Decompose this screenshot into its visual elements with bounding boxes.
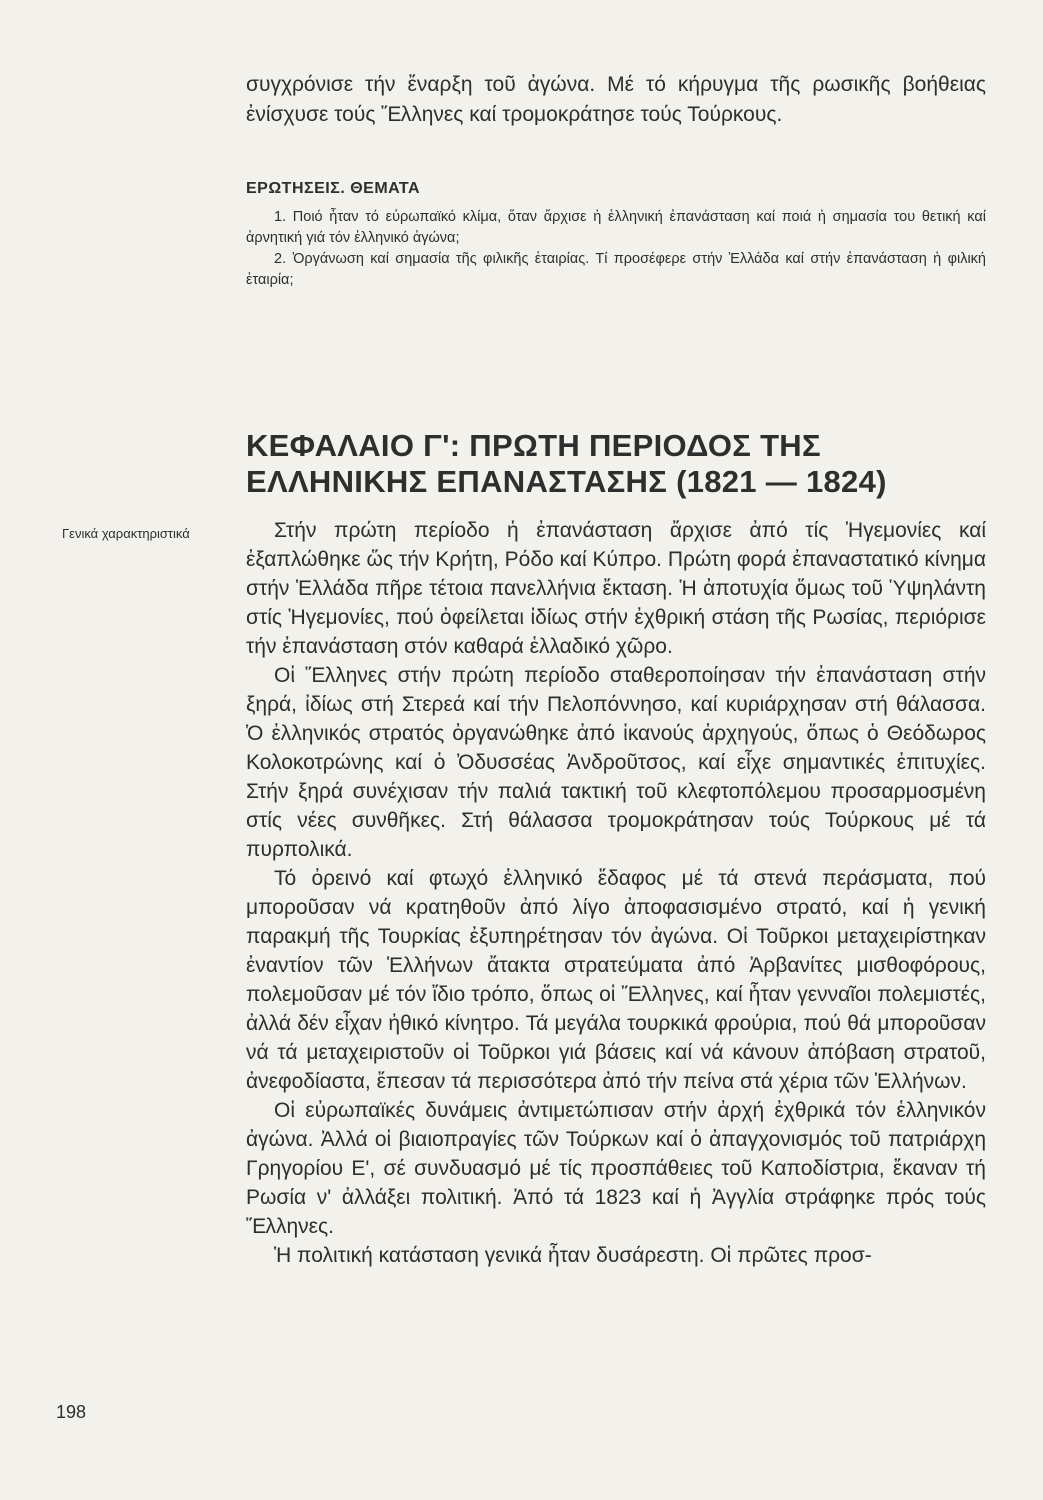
body-paragraph: Οἱ Ἕλληνες στήν πρώτη περίοδο σταθεροποίησαν τήν ἐπανάσταση στήν ξηρά, ἰδίως στή Στερεά καί τήν Πελοπόννησο, καί κυριάρχησαν στή θάλασσα. Ὁ ἑλληνικός στρατός ὀργανώθηκε ἀπό ἱκανούς ἀρχηγούς, ὅπως ὁ Θεόδωρος Κολοκοτρώνης καί ὁ Ὀδυσσέας Ἀνδροῦτσος, καί εἶχε σημαντικές ἐπιτυχίες. Στήν ξηρά συνέχισαν τήν παλιά τακτική τοῦ κλεφτοπόλεμου προσαρμοσμένη στίς νέες συνθῆκες. Στή θάλασσα τρομοκράτησαν τούς Τούρκους μέ τά πυρπολικά. [246,664,986,861]
body-paragraph: Ἡ πολιτική κατάσταση γενικά ἦταν δυσάρεστη. Οἱ πρῶτες προσ- [274,1244,872,1267]
body-paragraph: Τό ὀρεινό καί φτωχό ἑλληνικό ἔδαφος μέ τά στενά περάσματα, πού μποροῦσαν νά κρατηθοῦν ἀπό λίγο ἀποφασισμένο στρατό, καί ἡ γενική παρακμή τῆς Τουρκίας ἐξυπηρέτησαν τόν ἀγώνα. Οἱ Τοῦρκοι μεταχειρίστηκαν ἐναντίον τῶν Ἑλλήνων ἄτακτα στρατεύματα ἀπό Ἀρβανίτες μισθοφόρους, πολεμοῦσαν μέ τόν ἴδιο τρόπο, ὅπως οἱ Ἕλληνες, καί ἦταν γενναῖοι πολεμιστές, ἀλλά δέν εἶχαν ἠθικό κίνητρο. Τά μεγάλα τουρκικά φρούρια, πού θά μποροῦσαν νά τά μεταχειριστοῦν οἱ Τοῦρκοι γιά βάσεις καί νά κάνουν ἀπόβαση στρατοῦ, ἀνεφοδίαστα, ἔπεσαν τά περισσότερα ἀπό τήν πείνα στά χέρια τῶν Ἑλλήνων. [246,867,986,1093]
questions-list [246,207,986,291]
question-item: 2. Ὀργάνωση καί σημασία τῆς φιλικῆς ἑταιρίας. Τί προσέφερε στήν Ἑλλάδα καί στήν ἐπανάσταση ἡ φιλική ἑταιρία; [246,251,986,288]
questions-heading: ΕΡΩΤΗΣΕΙΣ. ΘΕΜΑΤΑ [246,180,421,197]
chapter-title: ΚΕΦΑΛΑΙΟ Γ': ΠΡΩΤΗ ΠΕΡΙΟΔΟΣ ΤΗΣ ΕΛΛΗΝΙΚΗΣ ΕΠΑΝΑΣΤΑΣΗΣ (1821 — 1824) [246,428,887,499]
body-text [246,516,986,1270]
body-paragraph: Οἱ εὐρωπαϊκές δυνάμεις ἀντιμετώπισαν στήν ἀρχή ἐχθρικά τόν ἑλληνικόν ἀγώνα. Ἀλλά οἱ βιαιοπραγίες τῶν Τούρκων καί ὁ ἀπαγχονισμός τοῦ πατριάρχη Γρηγορίου Ε', σέ συνδυασμό μέ τίς προσπάθειες τοῦ Καποδίστρια, ἔκαναν τή Ρωσία ν' ἀλλάξει πολιτική. Ἀπό τά 1823 καί ἡ Ἀγγλία στράφηκε πρός τούς Ἕλληνες. [246,1099,986,1238]
margin-note: Γενικά χαρακτηριστικά [62,526,190,541]
intro-paragraph: συγχρόνισε τήν ἔναρξη τοῦ ἀγώνα. Μέ τό κήρυγμα τῆς ρωσικῆς βοήθειας ἐνίσχυσε τούς Ἕλληνες καί τρομοκράτησε τούς Τούρκους. [246,73,986,126]
question-item: 1. Ποιό ἦταν τό εὐρωπαϊκό κλίμα, ὅταν ἄρχισε ἡ ἑλληνική ἐπανάσταση καί ποιά ἡ σημασία του θετική καί ἀρνητική γιά τόν ἑλληνικό ἀγώνα; [246,209,986,246]
page-number: 198 [56,1402,87,1422]
body-paragraph: Στήν πρώτη περίοδο ἡ ἐπανάσταση ἄρχισε ἀπό τίς Ἡγεμονίες καί ἐξαπλώθηκε ὥς τήν Κρήτη, Ρόδο καί Κύπρο. Πρώτη φορά ἐπαναστατικό κίνημα στήν Ἑλλάδα πῆρε τέτοια πανελλήνια ἔκταση. Ἡ ἀποτυχία ὅμως τοῦ Ὑψηλάντη στίς Ἡγεμονίες, πού ὀφείλεται ἰδίως στήν ἐχθρική στάση τῆς Ρωσίας, περιόρισε τήν ἐπανάσταση στόν καθαρά ἑλλαδικό χῶρο. [246,519,986,658]
